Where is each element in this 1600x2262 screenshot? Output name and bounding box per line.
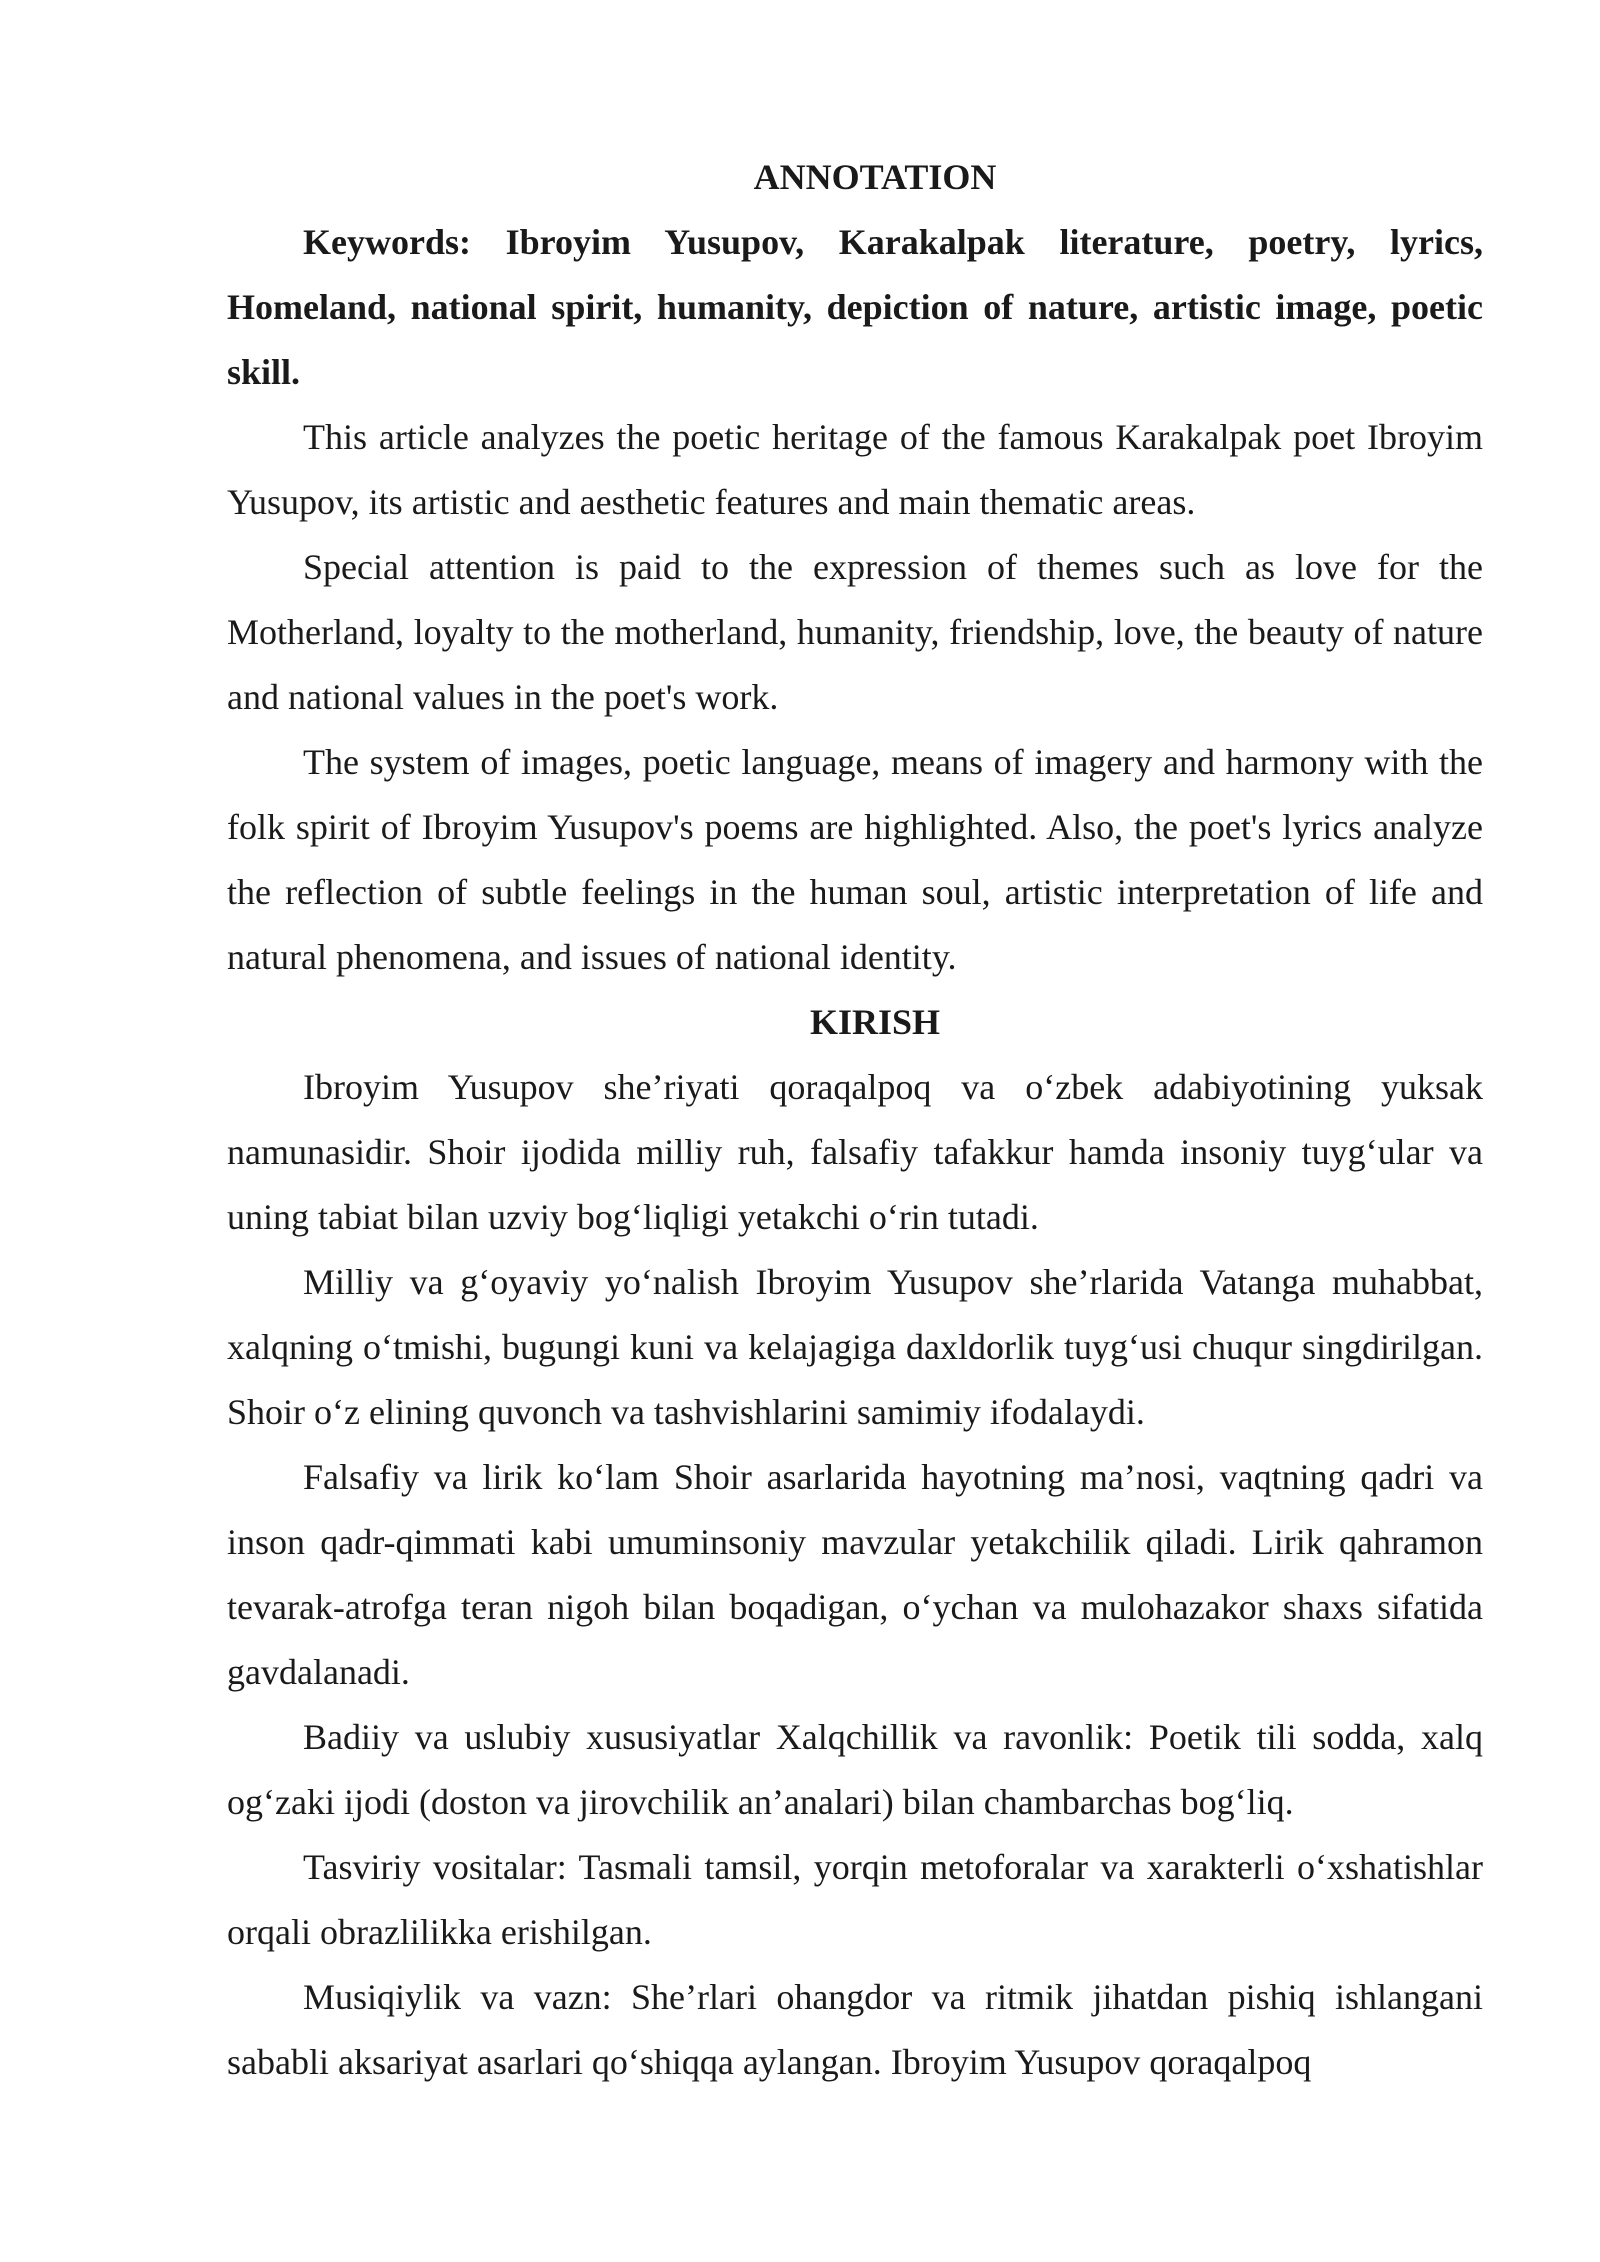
- annotation-paragraph-3: The system of images, poetic language, means of imagery and harmony with the folk spirit of Ibroyim Yusupov's poems are highlighted. Also, the poet's lyrics analyze the reflection of subtle feelings in the human soul, artistic interpretation of life and natural phenomena, and issues of national identity.: [227, 742, 1483, 977]
- kirish-paragraph-3: Falsafiy va lirik koʻlam Shoir asarlarida hayotning ma’nosi, vaqtning qadri va inson qadr-qimmati kabi umuminsoniy mavzular yetakchilik qiladi. Lirik qahramon tevarak-atrofga teran nigoh bilan boqadigan, oʻychan va mulohazakor shaxs sifatida gavdalanadi.: [227, 1457, 1483, 1692]
- kirish-paragraph-4: Badiiy va uslubiy xususiyatlar Xalqchillik va ravonlik: Poetik tili sodda, xalq ogʻzaki ijodi (doston va jirovchilik an’analari) bilan chambarchas bogʻliq.: [227, 1717, 1483, 1822]
- annotation-paragraph-1: This article analyzes the poetic heritage of the famous Karakalpak poet Ibroyim Yusupov, its artistic and aesthetic features and main thematic areas.: [227, 417, 1483, 522]
- annotation-paragraph-2: Special attention is paid to the expression of themes such as love for the Motherland, loyalty to the motherland, humanity, friendship, love, the beauty of nature and national values in the poet's work.: [227, 547, 1483, 717]
- kirish-paragraph-5: Tasviriy vositalar: Tasmali tamsil, yorqin metoforalar va xarakterli oʻxshatishlar orqali obrazlilikka erishilgan.: [227, 1847, 1483, 1952]
- kirish-paragraph-1: Ibroyim Yusupov she’riyati qoraqalpoq va oʻzbek adabiyotining yuksak namunasidir. Shoir ijodida milliy ruh, falsafiy tafakkur hamda insoniy tuygʻular va uning tabiat bilan uzviy bogʻliqligi yetakchi oʻrin tutadi.: [227, 1067, 1483, 1237]
- document-body: [227, 145, 1483, 2095]
- kirish-heading: KIRISH: [809, 1002, 941, 1042]
- keywords-paragraph: Keywords: Ibroyim Yusupov, Karakalpak literature, poetry, lyrics, Homeland, national spirit, humanity, depiction of nature, artistic image, poetic skill.: [227, 222, 1483, 392]
- kirish-paragraph-2: Milliy va gʻoyaviy yoʻnalish Ibroyim Yusupov she’rlarida Vatanga muhabbat, xalqning oʻtmishi, bugungi kuni va kelajagiga daxldorlik tuygʻusi chuqur singdirilgan. Shoir oʻz elining quvonch va tashvishlarini samimiy ifodalaydi.: [227, 1262, 1483, 1432]
- kirish-paragraph-6: Musiqiylik va vazn: She’rlari ohangdor va ritmik jihatdan pishiq ishlangani sababli aksariyat asarlari qoʻshiqqa aylangan. Ibroyim Yusupov qoraqalpoq: [227, 1977, 1483, 2082]
- annotation-heading: ANNOTATION: [753, 157, 997, 197]
